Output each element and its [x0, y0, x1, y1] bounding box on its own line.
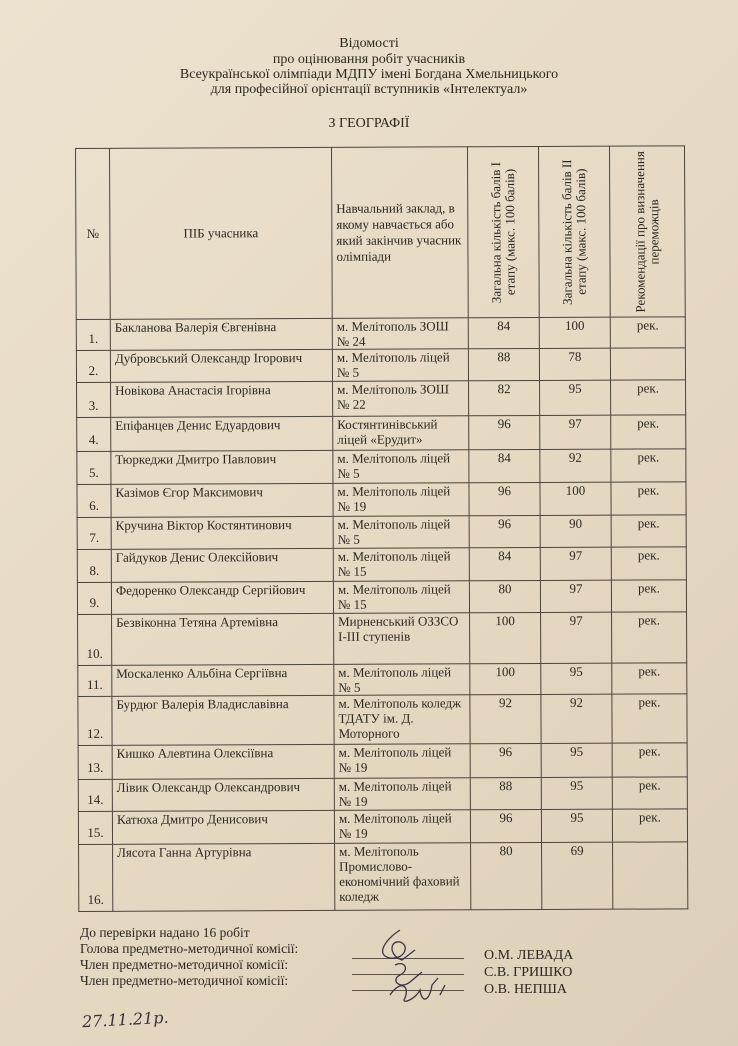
- participant-name: Тюркеджи Дмитро Павлович: [111, 450, 333, 484]
- stage1-score: 92: [470, 694, 541, 743]
- stage1-score: 88: [468, 348, 539, 380]
- stage1-score: 80: [471, 842, 542, 909]
- stage1-score: 82: [469, 380, 540, 415]
- participant-name: Лівик Олександр Олександрович: [112, 778, 334, 811]
- submitted-count: До перевірки надано 16 робіт: [80, 925, 250, 940]
- participant-name: Москаленко Альбіна Сергіївна: [112, 664, 334, 696]
- role-chair: Голова предметно-методичної комісії:: [80, 941, 299, 956]
- stage2-score: 69: [542, 842, 613, 909]
- col-school: Навчальний заклад, в якому навчається або який закінчив учасник олімпіади: [331, 147, 468, 319]
- row-number: 11.: [78, 665, 112, 696]
- participant-name: Кручина Віктор Костянтинович: [111, 516, 333, 549]
- stage1-score: 96: [469, 415, 540, 449]
- stage1-score: 96: [470, 809, 541, 842]
- col-number: №: [76, 148, 111, 319]
- table-header-row: [76, 146, 686, 320]
- stage1-score: 80: [469, 580, 540, 612]
- recommendation: рек.: [612, 663, 687, 694]
- table-row: [78, 809, 687, 845]
- col-recommendation: Рекомендації про визначення переможців: [609, 146, 685, 317]
- subject-heading: З ГЕОГРАФІЇ: [328, 116, 410, 131]
- participant-name: Гайдуков Денис Олексійович: [111, 548, 333, 582]
- recommendation: [613, 842, 688, 909]
- stage2-score: 78: [539, 348, 610, 380]
- row-number: 16.: [79, 844, 113, 911]
- table-row: [78, 777, 687, 812]
- col-name: ПІБ учасника: [110, 147, 333, 319]
- table-row: [77, 580, 686, 615]
- row-number: 8.: [77, 549, 111, 582]
- table-row: [78, 743, 687, 780]
- stage1-score: 96: [470, 743, 541, 777]
- participant-name: Казімов Єгор Максимович: [111, 483, 333, 517]
- doc-title: Відомості: [339, 36, 399, 51]
- stage2-score: 95: [541, 663, 612, 694]
- table-row: [79, 842, 688, 912]
- stage1-score: 88: [470, 777, 541, 809]
- stage2-score: 95: [541, 777, 612, 809]
- table-row: [77, 380, 686, 418]
- participant-name: Дубровський Олександр Ігорович: [110, 349, 332, 382]
- stage1-score: 84: [469, 547, 540, 580]
- signatory-name-3: О.В. НЕПША: [484, 982, 567, 997]
- stage2-score: 97: [541, 612, 612, 663]
- signatory-name-1: О.М. ЛЕВАДА: [484, 948, 574, 963]
- row-number: 4.: [77, 417, 111, 451]
- row-number: 14.: [78, 779, 112, 811]
- role-member-2: Член предметно-методичної комісії:: [80, 973, 289, 988]
- school-name: м. Мелітополь ліцей № 19: [334, 778, 470, 811]
- school-name: м. Мелітополь ліцей № 5: [333, 516, 469, 549]
- school-name: Костянтинівський ліцей «Ерудит»: [333, 416, 469, 451]
- recommendation: рек.: [611, 482, 686, 515]
- row-number: 6.: [77, 484, 111, 517]
- school-name: Мирненський ОЗЗСО І-ІІІ ступенів: [334, 613, 470, 665]
- results-table: [75, 145, 688, 912]
- role-member-1: Член предметно-методичної комісії:: [80, 957, 289, 972]
- signatory-names: [484, 947, 573, 998]
- stage2-score: 100: [540, 482, 611, 515]
- recommendation: [610, 348, 685, 380]
- recommendation: рек.: [611, 547, 686, 580]
- signatory-name-2: С.В. ГРИШКО: [484, 965, 573, 980]
- participant-name: Бурдюг Валерія Владиславівна: [112, 695, 334, 745]
- stage1-score: 96: [469, 515, 540, 547]
- col-stage1: Загальна кількість балів І етапу (макс. 100 балів): [467, 146, 539, 317]
- stage2-score: 95: [540, 380, 611, 415]
- recommendation: рек.: [611, 449, 686, 482]
- handwritten-date: 27.11.21р.: [81, 1007, 170, 1032]
- table-row: [77, 482, 686, 518]
- stage2-score: 92: [540, 449, 611, 482]
- row-number: 13.: [78, 745, 112, 779]
- table-row: [77, 415, 686, 452]
- school-name: м. Мелітополь ліцей № 19: [334, 744, 470, 779]
- school-name: м. Мелітополь ЗОШ № 22: [333, 381, 469, 417]
- school-name: м. Мелітополь ліцей № 5: [333, 450, 469, 484]
- table-row: [77, 515, 686, 550]
- school-name: м. Мелітополь ліцей № 5: [332, 349, 468, 382]
- recommendation: рек.: [612, 777, 687, 809]
- participant-name: Кишко Алевтина Олексіївна: [112, 744, 334, 779]
- row-number: 7.: [77, 517, 111, 549]
- stage2-score: 97: [540, 547, 611, 580]
- recommendation: рек.: [611, 580, 686, 612]
- participant-name: Безвіконна Тетяна Артемівна: [112, 613, 334, 665]
- row-number: 3.: [77, 382, 111, 417]
- school-name: м. Мелітополь ліцей № 15: [333, 581, 469, 614]
- stage1-score: 96: [469, 482, 540, 515]
- table-row: [78, 612, 687, 666]
- stage2-score: 97: [540, 415, 611, 449]
- doc-subtitle-3: для професійної орієнтації вступників «Інтелектуал»: [210, 82, 528, 97]
- doc-subtitle-1: про оцінювання робіт учасників: [272, 52, 466, 67]
- participant-name: Бакланова Валерія Євгенівна: [110, 318, 332, 350]
- row-number: 9.: [77, 582, 111, 614]
- recommendation: рек.: [611, 380, 686, 415]
- signatures-image: [360, 920, 460, 1020]
- stage2-score: 95: [541, 743, 612, 777]
- table-row: [77, 449, 686, 485]
- school-name: м. Мелітополь ліцей № 15: [333, 548, 469, 582]
- stage2-score: 92: [541, 694, 612, 743]
- stage2-score: 95: [541, 809, 612, 842]
- row-number: 12.: [78, 696, 112, 745]
- row-number: 15.: [78, 811, 112, 844]
- table-row: [77, 547, 686, 583]
- doc-subtitle-2: Всеукраїнської олімпіади МДПУ імені Богдана Хмельницького: [179, 67, 559, 82]
- participant-name: Новікова Анастасія Ігорівна: [111, 381, 333, 417]
- school-name: м. Мелітополь ліцей № 5: [334, 664, 470, 696]
- participant-name: Федоренко Олександр Сергійович: [111, 581, 333, 614]
- school-name: м. Мелітополь коледж ТДАТУ ім. Д. Моторного: [334, 695, 470, 745]
- table-row: [78, 694, 687, 746]
- recommendation: рек.: [611, 415, 686, 449]
- stage1-score: 84: [468, 317, 539, 348]
- recommendation: рек.: [611, 515, 686, 547]
- school-name: м. Мелітополь ліцей № 19: [334, 810, 470, 844]
- recommendation: рек.: [612, 743, 687, 777]
- recommendation: рек.: [612, 809, 687, 842]
- col-stage2: Загальна кількість балів ІІ етапу (макс. 100 балів): [538, 146, 610, 317]
- row-number: 2.: [76, 350, 110, 382]
- participant-name: Епіфанцев Денис Едуардович: [111, 416, 333, 451]
- stage2-score: 90: [540, 515, 611, 547]
- school-name: м. Мелітополь ліцей № 19: [333, 483, 469, 517]
- stage2-score: 97: [540, 580, 611, 612]
- participant-name: Катюха Дмитро Денисович: [112, 810, 334, 844]
- recommendation: рек.: [610, 317, 685, 348]
- stage1-score: 100: [470, 612, 541, 663]
- row-number: 10.: [78, 614, 112, 665]
- stage1-score: 100: [470, 663, 541, 694]
- stage2-score: 100: [539, 317, 610, 348]
- table-row: [78, 663, 687, 697]
- row-number: 1.: [76, 319, 110, 350]
- row-number: 5.: [77, 451, 111, 484]
- table-row: [76, 348, 685, 383]
- stage1-score: 84: [469, 449, 540, 482]
- table-row: [76, 317, 685, 351]
- school-name: м. Мелітополь ЗОШ № 24: [332, 318, 468, 350]
- recommendation: рек.: [612, 694, 687, 743]
- participant-name: Лясота Ганна Артурівна: [113, 843, 335, 911]
- school-name: м. Мелітополь Промислово-економічний фаховий коледж: [335, 843, 471, 911]
- recommendation: рек.: [612, 612, 687, 663]
